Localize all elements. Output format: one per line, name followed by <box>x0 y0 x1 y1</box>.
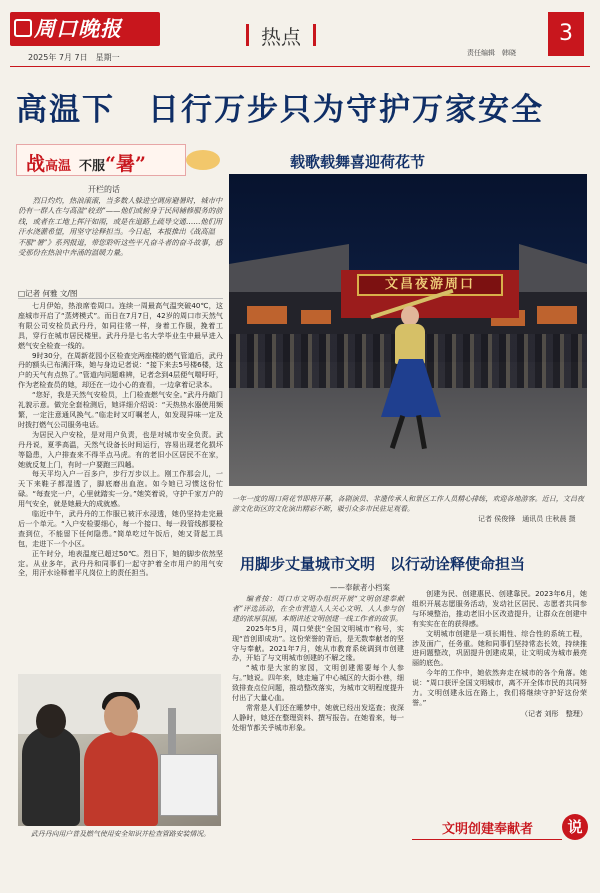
profile-signoff: （记者 刘彤 整理） <box>520 708 587 718</box>
lit-window <box>537 306 577 324</box>
campaign-word-2: 高温 <box>45 159 72 174</box>
newspaper-logo <box>10 12 160 46</box>
festival-caption: 一年一度的周口荷花节即将开幕，各剧演员、非遗传承人和景区工作人员精心排练，欢迎各地游客。近日，文昌夜游文化街区的文化演出精彩不断，吸引众多市民驻足观看。 <box>232 495 584 513</box>
main-headline: 高温下 日行万步只为守护万家安全 <box>16 92 544 128</box>
editor-note-label: 开栏的话 <box>88 185 120 194</box>
issue-date: 2025年 7月 7日 星期一 <box>28 53 120 62</box>
paragraph: 2025年5月，周口荣获“全国文明城市”称号，实现“首创即成功”。这份荣誉的背后，是无数奉献者的坚守与奉献。2021年7月，她从市教育系统调到市创建办，开始了与文明城市创建的不解之缘。 <box>232 623 404 663</box>
campaign-banner <box>16 144 221 176</box>
logo-text: 周口晚报 <box>34 16 122 41</box>
inspector-figure <box>84 732 158 826</box>
dancer-head <box>401 306 419 326</box>
profile-headline: 用脚步丈量城市文明 以行动诠释使命担当 <box>240 555 526 573</box>
civility-rule <box>412 839 562 840</box>
campaign-title <box>26 149 146 176</box>
archway-sign: 文昌夜游周口 <box>357 274 503 296</box>
paragraph: 正午时分，地表温度已超过50℃。烈日下，她的脚步依然坚定。从业多年，武丹丹和同事们一起守护着全市用户的用气安全，用汗水诠释着平凡岗位上的责任担当。 <box>18 548 223 578</box>
section-title: 热点 <box>261 24 301 49</box>
lit-window <box>301 310 331 324</box>
inspector-head <box>104 696 138 736</box>
inspection-photo <box>18 674 221 826</box>
editor-credit: 责任编辑 韩晓 <box>467 49 516 57</box>
paragraph: 常常是人们还在睡梦中，她就已经出发巡查；夜深人静时，她还在整理资料、撰写报告。在她看来，每一处细节都关乎城市形象。 <box>232 702 404 732</box>
photo-story-title: 载歌载舞喜迎荷花节 <box>290 153 426 171</box>
lit-window <box>247 306 287 324</box>
byline: □记者 何雅 文/图 <box>18 289 78 298</box>
article-body-left <box>18 301 223 578</box>
section-bar-left <box>246 24 249 46</box>
masthead-rule <box>10 66 590 67</box>
profile-body-col1 <box>232 594 404 733</box>
paragraph: “您好，我是天然气安检员，上门检查燃气安全。”武丹丹敲门礼貌示意。做完全套检测后，她详细介绍说：“天热热水器使用频繁，一定注意通风换气。”临走时又叮嘱老人，如发现异味一定及时拨打燃气公司服务电话。 <box>18 390 223 429</box>
paragraph: 临近中午，武丹丹的工作服已被汗水浸透，她仍坚持走完最后一个单元。“入户安检要细心，每一个接口、每一段管线都要检查到位，不能留下任何隐患。”简单吃过午饭后，她又背起工具包，走进下一个小区。 <box>18 509 223 548</box>
paragraph: “城市是大家的家园，文明创建需要每个人参与。”她说。四年来，她走遍了中心城区的大街小巷，细致排查点位问题，推动整改落实，为城市文明程度提升付出了大量心血。 <box>232 663 404 703</box>
logo-mark-icon <box>14 19 32 37</box>
roof-left <box>229 244 349 294</box>
water-heater <box>160 754 218 816</box>
section-header <box>246 22 316 48</box>
photo-caption-left: 武丹丹向用户普及燃气使用安全知识并检查管路安装情况。 <box>30 830 211 838</box>
campaign-cloud-icon <box>186 150 220 170</box>
dancer-costume <box>395 324 425 364</box>
roof-right <box>519 244 587 294</box>
resident-figure <box>22 726 80 826</box>
festival-photo <box>229 174 587 486</box>
resident-head <box>36 704 66 738</box>
section-bar-right <box>313 24 316 46</box>
paragraph: 文明城市创建是一项长期性、综合性的系统工程，涉及面广，任务重。她和同事们坚持常态长效，持续推进问题整改，巩固提升创建成果，让文明成为城市最亮丽的底色。 <box>412 628 587 668</box>
paragraph: 七月伊始，热浪席卷周口。连续一周最高气温突破40℃，这座城市开启了“蒸烤模式”。而日在7月7日，42岁的周口市天然气有限公司安检员武丹丹，如同往常一样，身着工作服，挽着工具，穿行在城市居民楼里。武丹丹是七名大学毕业生中最早进入燃气安全检查一线的。 <box>18 301 223 350</box>
profile-body-col2 <box>412 589 587 719</box>
campaign-word-3: 不服 <box>79 159 106 174</box>
paragraph: 为居民入户安检，是对用户负责，也是对城市安全负责。武丹丹说，夏季高温，天然气设备长时间运行，容易出现老化损坏等隐患，入户排查来不得半点马虎。有的老旧小区居民不在家，她就反复上门，有时一户要跑三四趟。 <box>18 429 223 469</box>
byline-rule <box>18 298 223 299</box>
campaign-word-1: 战 <box>26 153 46 175</box>
paragraph: 9时30分，在周新花园小区检查完两座楼的燃气管道后，武丹丹的额头已布满汗珠，她与身边记者说：“接下来去5号楼6楼，这户的天气有点热了。”管道内问题难辨，记者念到4层便气喘吁吁，作为老检查员的她，却还在一边小心的查看，一边拿着记录本。 <box>18 350 223 390</box>
profile-subtitle: ——奉献者小档案 <box>330 583 390 592</box>
civility-banner-text: 文明创建奉献者 <box>442 822 534 837</box>
civility-banner <box>412 812 588 842</box>
masthead <box>0 0 600 70</box>
paragraph: 每天平均入户一百多户，步行万步以上。刚工作那会儿，一天下来鞋子都湿透了，脚底磨出血泡。如今她已习惯这份忙碌。“每查完一户，心里就踏实一分。”她笑着说，守护千家万户的用气安全，就是她最大的成就感。 <box>18 469 223 509</box>
photo-credit: 记者 侯俊锋 通讯员 庄秋晨 摄 <box>478 515 576 523</box>
page-number: 3 <box>548 12 584 56</box>
civility-badge: 说 <box>562 814 588 840</box>
paragraph: 创建为民、创建惠民、创建靠民。2023年6月，她组织开展志愿服务活动，发动社区居民、志愿者共同参与环境整治，推动老旧小区改造提升，让群众在创建中有实实在在的获得感。 <box>412 589 587 628</box>
editor-intro: 编者按：周口市文明办组织开展“文明创建奉献者”评选活动，在全市营造人人关心文明、人人参与创建的浓厚氛围。本期讲述文明创建一线工作者的故事。 <box>232 594 404 623</box>
column-lead: 烈日灼灼，热浪滚滚，当多数人躲进空调房避暑时，城市中仍有一群人在与高温“较劲”——他们或俯身于民间辅修服务的前线，或者在工地上挥汗如雨，或是在道路上疏导交通……他们用汗水浇灌希望，用坚守诠释担当。今日起，本报推出《战高温 不服“暑”》系列报道，带您聆听这些平凡奋斗者的奋斗故事，感受那份在热浪中奔涌的温暖力量。 <box>18 196 223 258</box>
campaign-word-4: “暑” <box>105 153 146 175</box>
paragraph: 今年的工作中，她依然奔走在城市的各个角落。她说：“周口获评全国文明城市，离不开全体市民的共同努力。文明创建永远在路上，我们将继续守护好这份荣誉。” <box>412 668 587 707</box>
